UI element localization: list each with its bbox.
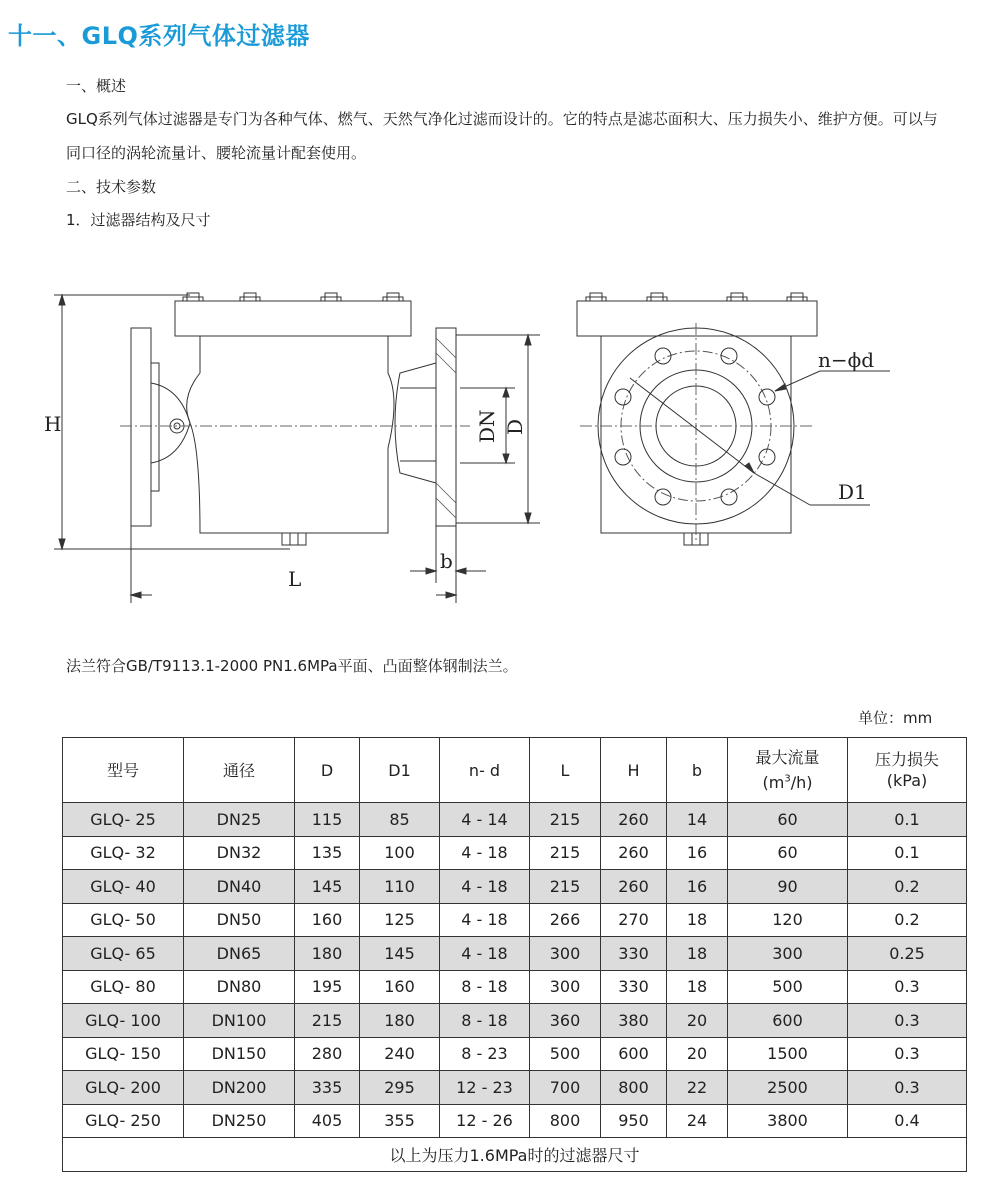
right-flange: [436, 328, 456, 526]
cell-loss: 0.2: [848, 870, 967, 904]
cell-l: 215: [530, 870, 601, 904]
table-row: [63, 1071, 967, 1105]
cell-bore: DN40: [184, 870, 295, 904]
front-cover-bolts: [586, 293, 807, 301]
cell-bore: DN32: [184, 836, 295, 870]
cell-nd: 12 - 23: [440, 1071, 530, 1105]
front-cover-plate: [577, 301, 817, 336]
cell-loss: 0.3: [848, 1037, 967, 1071]
cell-d: 335: [295, 1071, 360, 1105]
cell-model: GLQ- 50: [63, 903, 184, 937]
cell-h: 260: [601, 803, 667, 837]
table-footer-note: 以上为压力1.6MPa时的过滤器尺寸: [63, 1138, 967, 1172]
header-bore: 通径: [184, 738, 295, 803]
cell-d1: 295: [360, 1071, 440, 1105]
cell-d: 135: [295, 836, 360, 870]
dim-label-L: L: [288, 567, 302, 591]
cell-d1: 125: [360, 903, 440, 937]
cell-d: 195: [295, 970, 360, 1004]
header-D: D: [295, 738, 360, 803]
header-pressure-loss-name: 压力损失: [874, 750, 939, 769]
cell-model: GLQ- 100: [63, 1004, 184, 1038]
bottom-drain: [282, 533, 306, 545]
header-H: H: [601, 738, 667, 803]
cell-h: 600: [601, 1037, 667, 1071]
unit-label: 单位：mm: [858, 709, 933, 727]
cell-l: 700: [530, 1071, 601, 1105]
table-row: [63, 803, 967, 837]
cell-flow: 3800: [728, 1104, 848, 1138]
cell-bore: DN150: [184, 1037, 295, 1071]
cell-d1: 145: [360, 937, 440, 971]
cell-d1: 160: [360, 970, 440, 1004]
cell-model: GLQ- 32: [63, 836, 184, 870]
cover-plate: [175, 301, 411, 336]
header-L: L: [530, 738, 601, 803]
cell-b: 20: [667, 1037, 728, 1071]
cell-h: 260: [601, 870, 667, 904]
cell-loss: 0.1: [848, 836, 967, 870]
cell-b: 20: [667, 1004, 728, 1038]
header-model: 型号: [63, 738, 184, 803]
cell-nd: 12 - 26: [440, 1104, 530, 1138]
cell-b: 24: [667, 1104, 728, 1138]
cell-flow: 1500: [728, 1037, 848, 1071]
tech-params-heading: 二、技术参数: [66, 178, 157, 196]
cell-h: 950: [601, 1104, 667, 1138]
table-row: [63, 937, 967, 971]
cell-flow: 60: [728, 836, 848, 870]
cell-d: 115: [295, 803, 360, 837]
cell-loss: 0.3: [848, 1071, 967, 1105]
cell-h: 800: [601, 1071, 667, 1105]
table-row: [63, 1004, 967, 1038]
header-pressure-loss-unit: (kPa): [886, 771, 928, 790]
cell-b: 18: [667, 903, 728, 937]
dim-label-DN: DN: [475, 409, 499, 443]
cell-bore: DN200: [184, 1071, 295, 1105]
header-b: b: [667, 738, 728, 803]
table-row: [63, 1104, 967, 1138]
cell-nd: 4 - 18: [440, 937, 530, 971]
table-row: [63, 870, 967, 904]
dim-label-b: b: [440, 549, 453, 573]
cell-loss: 0.25: [848, 937, 967, 971]
cell-flow: 2500: [728, 1071, 848, 1105]
cell-d1: 180: [360, 1004, 440, 1038]
filter-body: [187, 336, 394, 533]
cell-model: GLQ- 150: [63, 1037, 184, 1071]
cell-loss: 0.1: [848, 803, 967, 837]
cover-bolts: [183, 293, 403, 301]
cell-bore: DN65: [184, 937, 295, 971]
cell-l: 266: [530, 903, 601, 937]
spec-table: [62, 737, 967, 1172]
dim-label-nd: n−ϕd: [818, 348, 875, 372]
dim-label-D: D: [503, 418, 527, 435]
table-header-row: [63, 738, 967, 803]
left-flange: [131, 328, 151, 526]
cell-l: 800: [530, 1104, 601, 1138]
header-nd: n- d: [440, 738, 530, 803]
cell-d: 180: [295, 937, 360, 971]
cell-flow: 90: [728, 870, 848, 904]
cell-nd: 4 - 18: [440, 836, 530, 870]
cell-b: 18: [667, 970, 728, 1004]
cell-model: GLQ- 65: [63, 937, 184, 971]
cell-h: 330: [601, 937, 667, 971]
cell-loss: 0.3: [848, 1004, 967, 1038]
cell-h: 330: [601, 970, 667, 1004]
cell-d1: 110: [360, 870, 440, 904]
cell-l: 360: [530, 1004, 601, 1038]
cell-l: 215: [530, 803, 601, 837]
cell-nd: 8 - 18: [440, 970, 530, 1004]
table-row: [63, 903, 967, 937]
cell-d: 280: [295, 1037, 360, 1071]
cell-bore: DN100: [184, 1004, 295, 1038]
cell-h: 380: [601, 1004, 667, 1038]
cell-d: 405: [295, 1104, 360, 1138]
cell-bore: DN250: [184, 1104, 295, 1138]
cell-model: GLQ- 25: [63, 803, 184, 837]
overview-text-line-1: GLQ系列气体过滤器是专门为各种气体、燃气、天然气净化过滤而设计的。它的特点是滤芯面积大、压力损失小、维护方便。可以与: [66, 110, 938, 128]
header-D1: D1: [360, 738, 440, 803]
cell-l: 215: [530, 836, 601, 870]
cell-bore: DN25: [184, 803, 295, 837]
cell-l: 300: [530, 937, 601, 971]
header-max-flow: [728, 738, 848, 803]
cell-flow: 60: [728, 803, 848, 837]
table-row: [63, 1037, 967, 1071]
cell-h: 260: [601, 836, 667, 870]
overview-heading: 一、概述: [66, 77, 127, 95]
cell-nd: 4 - 18: [440, 870, 530, 904]
cell-l: 500: [530, 1037, 601, 1071]
dim-label-H: H: [44, 412, 62, 436]
cell-d: 215: [295, 1004, 360, 1038]
cell-d1: 240: [360, 1037, 440, 1071]
cell-loss: 0.4: [848, 1104, 967, 1138]
cell-d: 145: [295, 870, 360, 904]
cell-h: 270: [601, 903, 667, 937]
table-row: [63, 970, 967, 1004]
cell-loss: 0.2: [848, 903, 967, 937]
cell-flow: 120: [728, 903, 848, 937]
cell-flow: 600: [728, 1004, 848, 1038]
structure-subheading: 1．过滤器结构及尺寸: [66, 211, 211, 229]
header-max-flow-name: 最大流量: [755, 748, 820, 768]
cell-nd: 8 - 18: [440, 1004, 530, 1038]
cell-l: 300: [530, 970, 601, 1004]
cell-d1: 85: [360, 803, 440, 837]
overview-text-line-2: 同口径的涡轮流量计、腰轮流量计配套使用。: [66, 144, 367, 162]
cell-d1: 355: [360, 1104, 440, 1138]
cell-b: 18: [667, 937, 728, 971]
cell-loss: 0.3: [848, 970, 967, 1004]
cell-flow: 300: [728, 937, 848, 971]
table-row: [63, 836, 967, 870]
cell-b: 14: [667, 803, 728, 837]
cell-b: 16: [667, 870, 728, 904]
header-max-flow-unit: $(m^3/h)$: [762, 772, 813, 792]
cell-model: GLQ- 250: [63, 1104, 184, 1138]
cell-nd: 4 - 14: [440, 803, 530, 837]
cell-d: 160: [295, 903, 360, 937]
cell-nd: 8 - 23: [440, 1037, 530, 1071]
cell-model: GLQ- 40: [63, 870, 184, 904]
dim-label-D1: D1: [838, 480, 867, 504]
cell-model: GLQ- 80: [63, 970, 184, 1004]
header-pressure-loss: [848, 738, 967, 803]
filter-drawing: [40, 283, 910, 613]
cell-bore: DN50: [184, 903, 295, 937]
cell-d1: 100: [360, 836, 440, 870]
cell-b: 22: [667, 1071, 728, 1105]
cell-model: GLQ- 200: [63, 1071, 184, 1105]
cell-nd: 4 - 18: [440, 903, 530, 937]
flange-standard-note: 法兰符合GB/T9113.1-2000 PN1.6MPa平面、凸面整体钢制法兰。: [66, 657, 518, 675]
cell-b: 16: [667, 836, 728, 870]
cell-bore: DN80: [184, 970, 295, 1004]
page-title: 十一、GLQ系列气体过滤器: [8, 22, 310, 50]
cell-flow: 500: [728, 970, 848, 1004]
